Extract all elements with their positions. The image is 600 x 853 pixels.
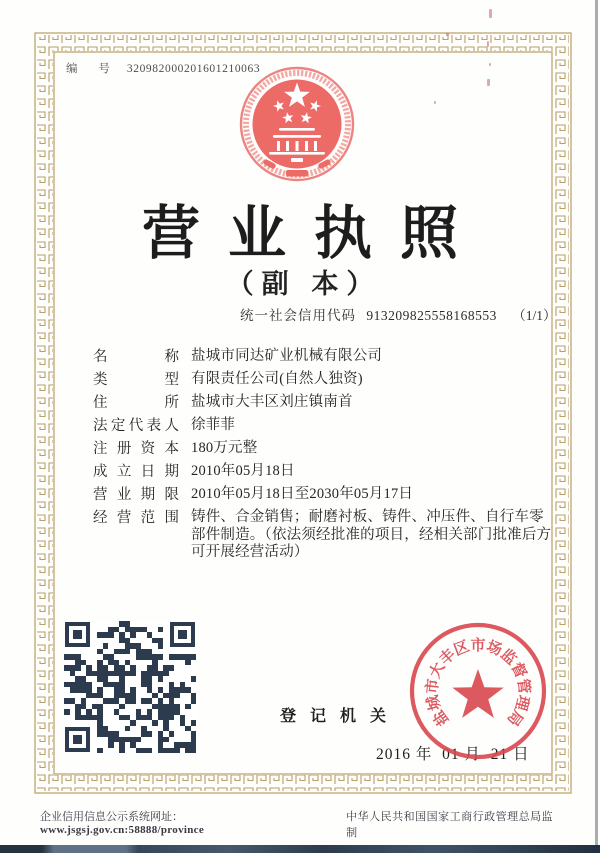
footer-site-label: 企业信用信息公示系统网址：	[40, 811, 183, 823]
field-label: 注册资本	[93, 441, 179, 457]
registration-authority-label: 登记机关	[280, 708, 401, 725]
credit-code-line	[240, 304, 557, 324]
serial-number: 320982000201601210063	[126, 63, 261, 75]
scan-speck	[434, 101, 436, 104]
svg-text:监: 监	[497, 646, 520, 669]
svg-text:局: 局	[503, 706, 526, 729]
svg-text:理: 理	[511, 693, 532, 712]
footer-issuer: 中华人民共和国国家工商行政管理总局监制	[346, 811, 554, 839]
scan-speck	[487, 41, 489, 47]
field-label: 营业期限	[93, 487, 179, 503]
svg-text:丰: 丰	[436, 646, 459, 669]
qr-code	[64, 621, 196, 753]
field-row-establish-date	[93, 463, 557, 481]
field-label: 名称	[93, 349, 179, 365]
footer-left	[40, 808, 346, 840]
field-value: 2010年05月18日至2030年05月17日	[191, 486, 414, 502]
field-label: 住所	[93, 395, 179, 411]
field-value: 盐城市大丰区刘庄镇南首	[191, 394, 353, 410]
field-label: 经营范围	[93, 510, 179, 526]
field-value: 徐菲菲	[191, 417, 236, 433]
svg-text:大: 大	[427, 660, 449, 681]
field-value: 铸件、合金销售；耐磨衬板、铸件、冲压件、自行车零部件制造。（依法须经批准的项目，经相关部门批准后方可开展经营活动）	[191, 509, 552, 560]
field-row-address	[93, 394, 557, 412]
qr-finder-icon	[170, 622, 195, 647]
license-fields	[93, 348, 557, 567]
svg-text:督: 督	[507, 660, 529, 681]
license-title: 营业执照	[141, 201, 486, 266]
field-row-legal-representative	[93, 417, 557, 435]
field-value: 盐城市同达矿业机械有限公司	[191, 348, 383, 364]
footer	[40, 808, 564, 840]
svg-text:市: 市	[470, 638, 486, 654]
scan-speck	[489, 9, 492, 18]
qr-finder-icon	[65, 622, 90, 647]
field-row-registered-capital	[93, 440, 557, 458]
china-national-emblem-icon	[236, 66, 358, 188]
scan-speck	[489, 63, 491, 66]
field-value: 2010年05月18日	[191, 463, 295, 479]
scan-strip	[0, 845, 600, 853]
svg-text:管: 管	[514, 677, 532, 695]
scan-speck	[487, 79, 490, 86]
field-value: 有限责任公司(自然人独资)	[191, 371, 363, 387]
field-row-type	[93, 371, 557, 389]
svg-text:城: 城	[424, 693, 445, 712]
svg-text:市: 市	[424, 677, 442, 695]
credit-code-label: 统一社会信用代码	[240, 308, 356, 323]
svg-text:盐: 盐	[430, 706, 453, 729]
field-row-business-term	[93, 486, 557, 504]
qr-finder-icon	[65, 727, 90, 752]
field-row-name	[93, 348, 557, 366]
scan-speck	[446, 33, 449, 36]
license-subtitle-duplicate: （副 本）	[226, 269, 382, 299]
serial-label: 编 号	[66, 63, 119, 75]
credit-code-value: 913209825558168553	[366, 308, 497, 323]
field-label: 成立日期	[93, 464, 179, 480]
field-label: 法定代表人	[93, 418, 179, 434]
official-seal-icon	[403, 612, 553, 770]
footer-site-url: www.jsgsj.gov.cn:58888/province	[40, 824, 205, 836]
serial-number-line	[66, 60, 260, 76]
registration-date: 2016 年 01 月 21 日	[376, 746, 530, 763]
field-label: 类型	[93, 372, 179, 388]
field-value: 180万元整	[191, 440, 258, 456]
scan-edge	[595, 0, 598, 846]
field-row-business-scope	[93, 509, 557, 562]
svg-text:场: 场	[484, 638, 505, 660]
credit-code-page: （1/1）	[512, 308, 557, 323]
svg-text:区: 区	[451, 638, 472, 660]
